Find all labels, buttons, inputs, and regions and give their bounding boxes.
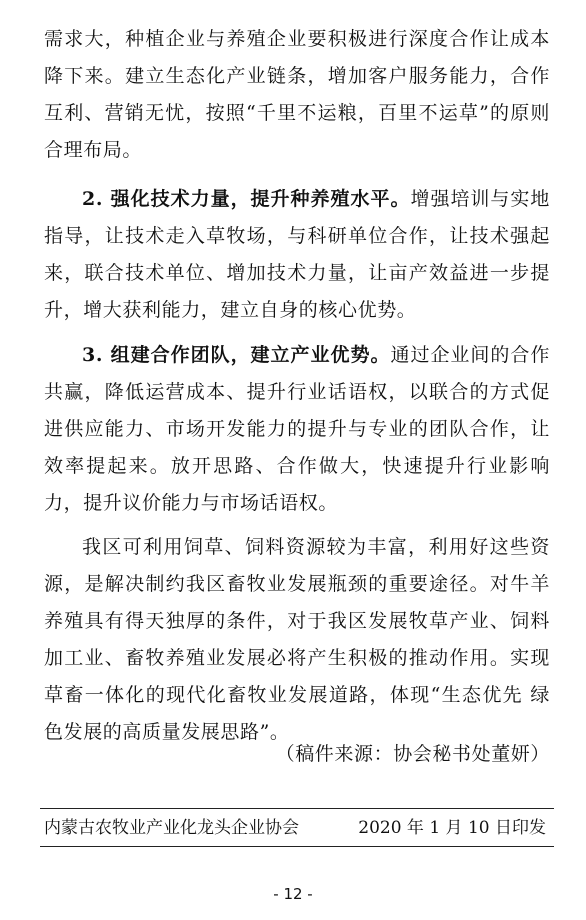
page-number: - 12 - bbox=[273, 885, 313, 903]
footer-issue-date: 2020 年 1 月 10 日印发 bbox=[358, 818, 546, 838]
paragraph-heading: 2. 强化技术力量，提升种养殖水平。 bbox=[82, 188, 411, 210]
footer-divider-bottom bbox=[40, 846, 554, 847]
paragraph-text: 我区可利用饲草、饲料资源较为丰富，利用好这些资源，是解决制约我区畜牧业发展瓶颈的重要途径。对牛羊养殖具有得天独厚的条件，对于我区发展牧草产业、饲料加工业、畜牧养殖业发展必将产生积极的推动作用。实现草畜一体化的现代化畜牧业发展道路，体现“生态优先 绿色发展的高质量发展思路”。 bbox=[44, 536, 550, 743]
body-paragraph-3 bbox=[44, 337, 550, 522]
footer-organization: 内蒙古农牧业产业化龙头企业协会 bbox=[44, 818, 299, 838]
article-source: （稿件来源：协会秘书处董妍） bbox=[275, 743, 550, 765]
paragraph-text: 通过企业间的合作共赢，降低运营成本、提升行业话语权，以联合的方式促进供应能力、市场开发能力的提升与专业的团队合作，让效率提起来。放开思路、合作做大，快速提升行业影响力，提升议价能力与市场话语权。 bbox=[44, 344, 550, 514]
body-paragraph-4 bbox=[44, 529, 550, 751]
body-paragraph-continued bbox=[44, 21, 550, 169]
paragraph-text: 增强培训与实地指导，让技术走入草牧场，与科研单位合作，让技术强起来，联合技术单位、增加技术力量，让亩产效益进一步提升，增大获利能力，建立自身的核心优势。 bbox=[44, 188, 550, 321]
body-paragraph-2 bbox=[44, 181, 550, 329]
paragraph-text: 需求大，种植企业与养殖企业要积极进行深度合作让成本降下来。建立生态化产业链条，增加客户服务能力，合作互利、营销无忧，按照“千里不运粮，百里不运草”的原则合理布局。 bbox=[44, 28, 550, 161]
footer-divider-top bbox=[40, 808, 554, 809]
paragraph-heading: 3. 组建合作团队，建立产业优势。 bbox=[82, 344, 391, 366]
